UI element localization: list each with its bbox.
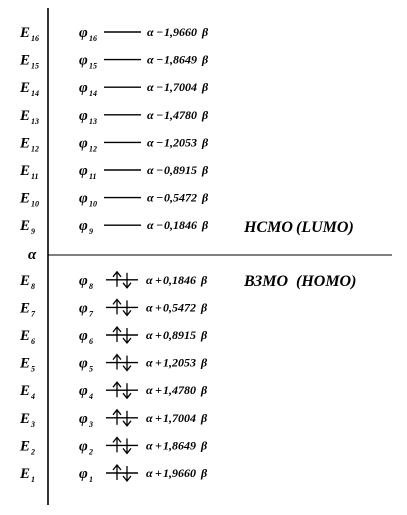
orbital-subscript: 8	[89, 281, 93, 291]
orbital-label: φ	[79, 135, 88, 152]
orbital-subscript: 4	[89, 392, 93, 402]
energy-coefficient: 0,8915	[163, 328, 196, 342]
energy-coefficient: 0,5472	[164, 190, 197, 205]
energy-alpha: α	[147, 163, 154, 177]
energy-label: E	[20, 328, 31, 344]
orbital-label: φ	[79, 355, 88, 372]
energy-beta: β	[202, 25, 209, 39]
energy-beta: β	[201, 272, 208, 287]
energy-beta: β	[202, 52, 209, 67]
energy-coefficient: 1,9660	[164, 25, 197, 39]
energy-label: E	[20, 466, 31, 482]
energy-subscript: 16	[31, 34, 39, 43]
energy-label: E	[20, 438, 31, 455]
energy-sign: −	[156, 135, 164, 150]
energy-label: E	[20, 107, 31, 124]
energy-coefficient: 1,2053	[163, 355, 196, 370]
energy-label: E	[20, 218, 31, 235]
energy-subscript: 7	[31, 309, 35, 319]
orbital-label: φ	[79, 272, 88, 289]
energy-sign: −	[156, 80, 164, 95]
energy-label: E	[20, 300, 31, 317]
orbital-subscript: 15	[89, 61, 97, 71]
energy-subscript: 5	[31, 364, 35, 374]
energy-sign: +	[155, 355, 162, 370]
energy-beta: β	[201, 383, 208, 398]
orbital-label: φ	[79, 190, 88, 207]
energy-alpha: α	[146, 328, 153, 342]
orbital-label: φ	[79, 328, 88, 344]
energy-sign: −	[156, 218, 164, 233]
energy-alpha: α	[147, 80, 154, 95]
orbital-subscript: 16	[89, 34, 97, 43]
energy-coefficient: 0,1846	[164, 218, 197, 233]
energy-subscript: 3	[31, 419, 35, 429]
orbital-label: φ	[79, 107, 88, 124]
lumo-annotation	[243, 219, 354, 236]
orbital-subscript: 3	[89, 419, 93, 429]
energy-coefficient: 0,1846	[163, 272, 196, 287]
energy-subscript: 12	[31, 144, 39, 154]
energy-beta: β	[201, 466, 208, 480]
energy-coefficient: 1,8649	[163, 438, 196, 453]
energy-label: E	[20, 272, 31, 289]
energy-subscript: 6	[31, 337, 35, 346]
orbital-label: φ	[79, 25, 88, 41]
orbital-label: φ	[79, 466, 88, 482]
orbital-label: φ	[79, 410, 88, 427]
orbital-label: φ	[79, 218, 88, 235]
energy-sign: +	[155, 328, 162, 342]
energy-sign: +	[155, 438, 162, 453]
energy-sign: −	[156, 52, 164, 67]
energy-sign: −	[156, 25, 164, 39]
energy-subscript: 2	[31, 447, 35, 457]
homo-annotation	[243, 273, 356, 290]
orbital-subscript: 12	[89, 144, 97, 154]
energy-sign: −	[156, 107, 164, 122]
energy-alpha: α	[146, 300, 153, 315]
energy-subscript: 8	[31, 281, 35, 291]
orbital-subscript: 5	[89, 364, 93, 374]
energy-label: E	[20, 52, 31, 69]
homo-paren: (HOMO)	[296, 273, 357, 290]
orbital-subscript: 1	[89, 475, 93, 484]
energy-alpha: α	[147, 135, 154, 150]
energy-subscript: 11	[31, 172, 39, 181]
energy-alpha: α	[147, 218, 154, 233]
energy-beta: β	[201, 328, 208, 342]
energy-alpha: α	[147, 25, 154, 39]
lumo-paren: (LUMO)	[296, 219, 354, 236]
energy-subscript: 9	[31, 227, 35, 237]
orbital-subscript: 7	[89, 309, 93, 319]
orbital-subscript: 6	[89, 337, 93, 346]
energy-alpha: α	[146, 355, 153, 370]
energy-label: E	[20, 383, 31, 400]
energy-sign: −	[156, 190, 164, 205]
energy-coefficient: 1,7004	[164, 80, 197, 95]
energy-alpha: α	[146, 410, 153, 425]
energy-label: E	[20, 80, 31, 97]
energy-beta: β	[201, 300, 208, 315]
energy-alpha: α	[147, 107, 154, 122]
orbital-subscript: 13	[89, 116, 97, 126]
energy-alpha: α	[146, 466, 153, 480]
energy-label: E	[20, 25, 31, 41]
energy-subscript: 1	[31, 475, 35, 484]
energy-label: E	[20, 190, 31, 207]
energy-coefficient: 0,8915	[164, 163, 197, 177]
orbital-label: φ	[79, 300, 88, 317]
energy-beta: β	[201, 355, 208, 370]
orbital-subscript: 14	[89, 89, 97, 99]
orbital-label: φ	[79, 163, 88, 179]
energy-beta: β	[201, 438, 208, 453]
energy-sign: −	[156, 163, 164, 177]
energy-beta: β	[202, 107, 209, 122]
orbital-subscript: 2	[89, 447, 93, 457]
energy-beta: β	[202, 163, 209, 177]
energy-alpha: α	[146, 438, 153, 453]
energy-alpha: α	[146, 272, 153, 287]
energy-subscript: 15	[31, 61, 39, 71]
energy-label: E	[20, 355, 31, 372]
orbital-label: φ	[79, 80, 88, 97]
energy-label: E	[20, 163, 31, 179]
energy-coefficient: 1,4780	[164, 107, 197, 122]
energy-coefficient: 0,5472	[163, 300, 196, 315]
energy-label: E	[20, 410, 31, 427]
energy-alpha: α	[147, 52, 154, 67]
energy-subscript: 13	[31, 116, 39, 126]
energy-beta: β	[202, 218, 209, 233]
energy-beta: β	[202, 80, 209, 95]
energy-sign: +	[155, 410, 162, 425]
energy-sign: +	[155, 272, 162, 287]
energy-coefficient: 1,4780	[163, 383, 196, 398]
alpha-label: α	[28, 247, 37, 263]
energy-sign: +	[155, 383, 162, 398]
energy-beta: β	[202, 190, 209, 205]
lumo-label: НСМО	[244, 219, 293, 236]
energy-beta: β	[202, 135, 209, 150]
energy-subscript: 4	[31, 392, 35, 402]
energy-sign: +	[155, 466, 162, 480]
orbital-subscript: 10	[89, 199, 97, 209]
orbital-subscript: 11	[89, 172, 97, 181]
energy-beta: β	[201, 410, 208, 425]
energy-label: E	[20, 135, 31, 152]
energy-coefficient: 1,7004	[163, 410, 196, 425]
energy-sign: +	[155, 300, 162, 315]
energy-subscript: 10	[31, 199, 39, 209]
orbital-label: φ	[79, 383, 88, 400]
homo-label: ВЗМО	[244, 273, 289, 290]
energy-alpha: α	[147, 190, 154, 205]
orbital-label: φ	[79, 438, 88, 455]
energy-coefficient: 1,2053	[164, 135, 197, 150]
orbital-label: φ	[79, 52, 88, 69]
energy-coefficient: 1,9660	[163, 466, 196, 480]
energy-coefficient: 1,8649	[164, 52, 197, 67]
orbital-subscript: 9	[89, 227, 93, 237]
energy-alpha: α	[146, 383, 153, 398]
energy-subscript: 14	[31, 89, 39, 99]
